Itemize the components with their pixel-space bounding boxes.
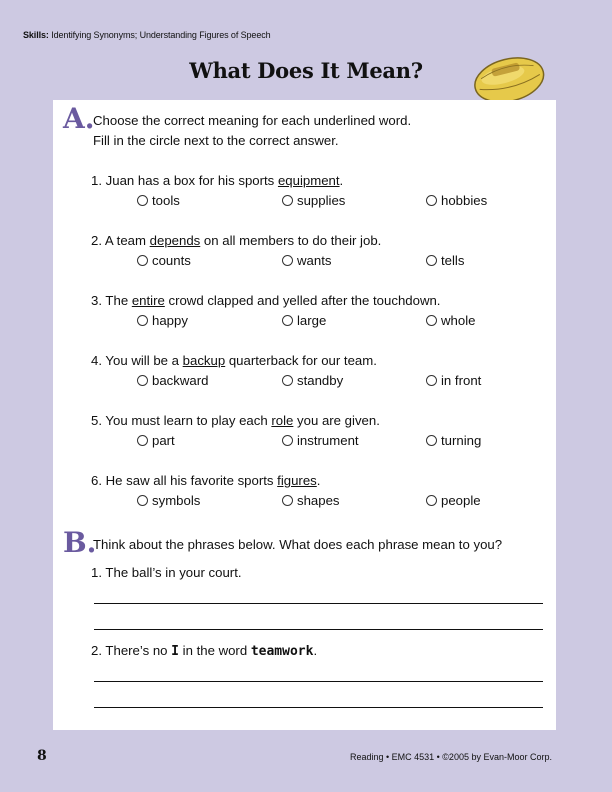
section-a-letter: A. — [63, 102, 95, 135]
instruction-line-2: Fill in the circle next to the correct answer. — [93, 133, 339, 148]
option-label: counts — [152, 253, 191, 268]
phrase-2-word: teamwork — [250, 644, 314, 659]
answer-option[interactable] — [282, 193, 345, 208]
answer-line-1a[interactable] — [94, 603, 543, 604]
answer-option[interactable] — [426, 313, 475, 328]
option-label: part — [152, 433, 175, 448]
underlined-word: entire — [131, 293, 165, 308]
answer-option[interactable] — [282, 433, 359, 448]
answer-option[interactable] — [137, 433, 175, 448]
answer-options — [137, 253, 557, 273]
phrase-2-post: . — [313, 643, 318, 658]
answer-options — [137, 313, 557, 333]
question-text: 5. You must learn to play each — [91, 413, 272, 428]
radio-circle-icon[interactable] — [426, 195, 437, 206]
footer-credit: Reading • EMC 4531 • ©2005 by Evan-Moor Corp. — [349, 752, 552, 762]
answer-options — [137, 433, 557, 453]
answer-options — [137, 493, 557, 513]
section-a-instructions — [93, 111, 411, 151]
answer-option[interactable] — [426, 433, 481, 448]
question-text: 2. A team — [91, 233, 150, 248]
radio-circle-icon[interactable] — [426, 315, 437, 326]
radio-circle-icon[interactable] — [282, 375, 293, 386]
option-label: symbols — [152, 493, 201, 508]
page-title: What Does It Mean? — [189, 58, 423, 83]
question-2 — [91, 233, 381, 248]
answer-option[interactable] — [282, 493, 340, 508]
option-label: instrument — [297, 433, 359, 448]
radio-circle-icon[interactable] — [282, 315, 293, 326]
question-text: . — [316, 473, 321, 488]
option-label: shapes — [297, 493, 340, 508]
question-text: 1. Juan has a box for his sports — [91, 173, 278, 188]
phrase-1: 1. The ball’s in your court. — [91, 565, 242, 580]
question-5 — [91, 413, 380, 428]
answer-option[interactable] — [426, 253, 464, 268]
answer-line-2b[interactable] — [94, 707, 543, 708]
option-label: tools — [152, 193, 180, 208]
option-label: supplies — [297, 193, 346, 208]
football-icon — [470, 52, 548, 106]
option-label: standby — [297, 373, 344, 388]
answer-option[interactable] — [137, 373, 208, 388]
question-text: you are given. — [293, 413, 380, 428]
question-text: . — [339, 173, 344, 188]
worksheet-card — [53, 100, 556, 730]
skills-line — [23, 30, 271, 40]
radio-circle-icon[interactable] — [137, 375, 148, 386]
radio-circle-icon[interactable] — [282, 435, 293, 446]
question-1 — [91, 173, 343, 188]
radio-circle-icon[interactable] — [426, 255, 437, 266]
radio-circle-icon[interactable] — [426, 375, 437, 386]
radio-circle-icon[interactable] — [137, 495, 148, 506]
question-text: quarterback for our team. — [225, 353, 377, 368]
instruction-line-1: Choose the correct meaning for each underlined word. — [93, 113, 412, 128]
question-4 — [91, 353, 377, 368]
question-6 — [91, 473, 320, 488]
answer-option[interactable] — [137, 193, 180, 208]
option-label: people — [441, 493, 481, 508]
answer-line-2a[interactable] — [94, 681, 543, 682]
question-text: on all members to do their job. — [200, 233, 382, 248]
underlined-word: depends — [149, 233, 201, 248]
question-text: 4. You will be a — [91, 353, 183, 368]
option-label: happy — [152, 313, 188, 328]
underlined-word: role — [271, 413, 294, 428]
radio-circle-icon[interactable] — [282, 255, 293, 266]
option-label: backward — [152, 373, 209, 388]
answer-option[interactable] — [137, 313, 188, 328]
option-label: large — [297, 313, 327, 328]
answer-options — [137, 373, 557, 393]
phrase-2 — [91, 643, 317, 659]
question-text: 3. The — [91, 293, 132, 308]
phrase-2-mid: in the word — [178, 643, 251, 658]
radio-circle-icon[interactable] — [137, 315, 148, 326]
answer-option[interactable] — [282, 253, 331, 268]
radio-circle-icon[interactable] — [137, 435, 148, 446]
option-label: turning — [441, 433, 482, 448]
underlined-word: equipment — [277, 173, 340, 188]
option-label: wants — [297, 253, 332, 268]
phrase-2-i: I — [171, 644, 179, 659]
skills-label: Skills: — [23, 30, 49, 40]
radio-circle-icon[interactable] — [282, 195, 293, 206]
skills-text: Identifying Synonyms; Understanding Figures of Speech — [51, 30, 271, 40]
question-text: 6. He saw all his favorite sports — [91, 473, 278, 488]
option-label: tells — [441, 253, 465, 268]
answer-option[interactable] — [426, 373, 481, 388]
radio-circle-icon[interactable] — [426, 435, 437, 446]
question-3 — [91, 293, 440, 308]
section-b-instructions: Think about the phrases below. What does each phrase mean to you? — [93, 537, 503, 552]
answer-option[interactable] — [282, 313, 326, 328]
answer-options — [137, 193, 557, 213]
answer-option[interactable] — [282, 373, 343, 388]
question-text: crowd clapped and yelled after the touchdown. — [164, 293, 441, 308]
page-number: 8 — [37, 748, 47, 764]
option-label: whole — [441, 313, 476, 328]
answer-line-1b[interactable] — [94, 629, 543, 630]
radio-circle-icon[interactable] — [426, 495, 437, 506]
option-label: hobbies — [441, 193, 488, 208]
radio-circle-icon[interactable] — [282, 495, 293, 506]
answer-option[interactable] — [426, 193, 487, 208]
radio-circle-icon[interactable] — [137, 255, 148, 266]
underlined-word: backup — [182, 353, 226, 368]
option-label: in front — [441, 373, 482, 388]
underlined-word: figures — [277, 473, 317, 488]
answer-option[interactable] — [426, 493, 481, 508]
answer-option[interactable] — [137, 493, 200, 508]
radio-circle-icon[interactable] — [137, 195, 148, 206]
answer-option[interactable] — [137, 253, 191, 268]
phrase-2-pre: 2. There’s no — [91, 643, 172, 658]
section-b-letter: B. — [63, 526, 97, 559]
